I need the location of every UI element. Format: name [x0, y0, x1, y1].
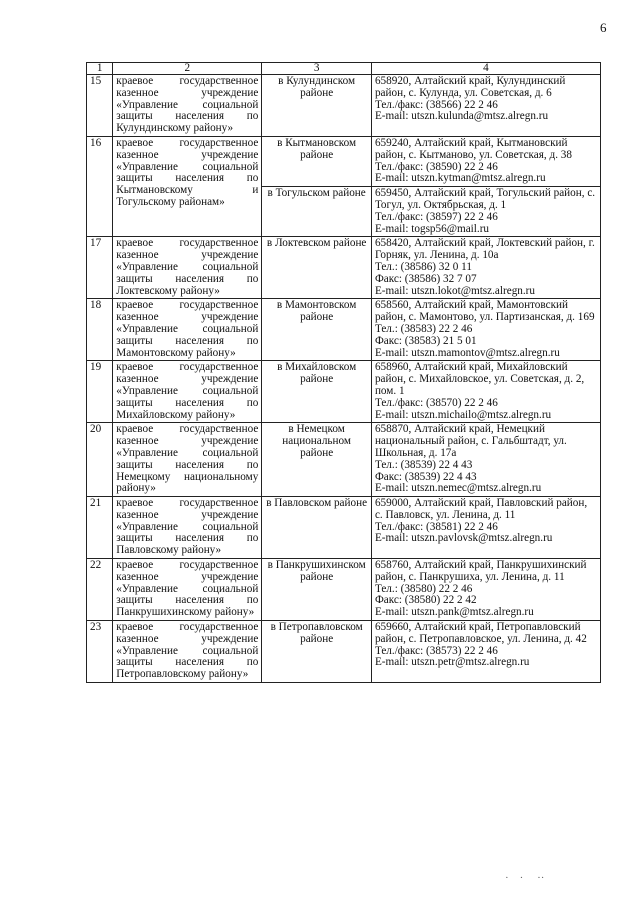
institution-name: краевое государственное казенное учреждение «Управление социальной защиты населения по Мамонтовскому району» — [113, 299, 262, 361]
contact-line: Тел./факс: (38566) 22 2 46 — [374, 98, 498, 111]
district-location: в Кулундинском районе — [262, 75, 372, 137]
contact-details — [371, 237, 600, 299]
table-header-row — [87, 63, 601, 75]
contact-line: 658560, Алтайский край, Мамонтовский район, с. Мамонтово, ул. Партизанская, д. 169 — [374, 299, 595, 324]
contact-line: Факс: (38583) 21 5 01 — [374, 334, 477, 347]
column-header: 1 — [87, 63, 113, 75]
contact-line: 659660, Алтайский край, Петропавловский район, с. Петропавловское, ул. Ленина, д. 42 — [374, 621, 587, 645]
contact-email: E-mail: utszn.lokot@mtsz.alregn.ru — [374, 284, 535, 297]
institutions-table — [86, 62, 601, 683]
contact-line: Факс: (38586) 32 7 07 — [374, 272, 477, 285]
row-number: 17 — [87, 237, 113, 299]
table-row — [87, 361, 601, 423]
table-row — [87, 136, 601, 186]
column-header: 3 — [262, 63, 372, 75]
contact-line: Тел.: (38586) 32 0 11 — [374, 260, 472, 273]
institution-name: краевое государственное казенное учреждение «Управление социальной защиты населения по Немецкому национальному району» — [113, 423, 262, 497]
table-row — [87, 299, 601, 361]
contact-details — [371, 187, 600, 237]
contact-email: E-mail: utszn.mamontov@mtsz.alregn.ru — [374, 346, 560, 359]
institutions-table-wrapper — [86, 62, 601, 683]
institution-name: краевое государственное казенное учреждение «Управление социальной защиты населения по Панкрушихинскому району» — [113, 559, 262, 621]
contact-details — [371, 423, 600, 497]
district-location: в Михайловском районе — [262, 361, 372, 423]
table-row — [87, 237, 601, 299]
table-row — [87, 559, 601, 621]
scan-marks: · · ·· — [505, 872, 545, 884]
contact-email: E-mail: utszn.nemec@mtsz.alregn.ru — [374, 482, 542, 495]
contact-line: 658920, Алтайский край, Кулундинский район, с. Кулунда, ул. Советская, д. 6 — [374, 75, 566, 99]
row-number: 20 — [87, 423, 113, 497]
contact-details — [371, 621, 600, 683]
district-location: в Мамонтовском районе — [262, 299, 372, 361]
institution-name: краевое государственное казенное учреждение «Управление социальной защиты населения по Кулундинскому району» — [113, 75, 262, 137]
district-location: в Кытмановском районе — [262, 136, 372, 186]
district-location: в Павловском районе — [262, 497, 372, 559]
institution-name: краевое государственное казенное учреждение «Управление социальной защиты населения по Локтевскому району» — [113, 237, 262, 299]
contact-line: Факс: (38580) 22 2 42 — [374, 594, 477, 607]
table-body — [87, 75, 601, 683]
row-number: 18 — [87, 299, 113, 361]
contact-line: 659000, Алтайский край, Павловский район, с. Павловск, ул. Ленина, д. 11 — [374, 497, 588, 521]
contact-details — [371, 136, 600, 186]
contact-details — [371, 75, 600, 137]
contact-line: Тел./факс: (38573) 22 2 46 — [374, 644, 498, 657]
district-location: в Локтевском районе — [262, 237, 372, 299]
contact-line: 659450, Алтайский край, Тогульский район, с. Тогул, ул. Октябрьская, д. 1 — [374, 187, 596, 211]
contact-line: Тел./факс: (38570) 22 2 46 — [374, 396, 498, 409]
contact-details — [371, 299, 600, 361]
contact-email: E-mail: utszn.pavlovsk@mtsz.alregn.ru — [374, 532, 553, 545]
row-number: 19 — [87, 361, 113, 423]
contact-line: 658960, Алтайский край, Михайловский район, с. Михайловское, ул. Советская, д. 2, пом. 1 — [374, 361, 585, 397]
institution-name: краевое государственное казенное учреждение «Управление социальной защиты населения по Петропавловскому району» — [113, 621, 262, 683]
contact-line: 659240, Алтайский край, Кытмановский район, с. Кытманово, ул. Советская, д. 38 — [374, 136, 572, 161]
contact-details — [371, 559, 600, 621]
column-header: 4 — [371, 63, 600, 75]
contact-line: Факс: (38539) 22 4 43 — [374, 470, 477, 483]
contact-email: E-mail: utszn.petr@mtsz.alregn.ru — [374, 656, 530, 669]
contact-line: Тел.: (38539) 22 4 43 — [374, 458, 473, 471]
contact-line: Тел./факс: (38581) 22 2 46 — [374, 520, 498, 533]
contact-email: E-mail: utszn.kytman@mtsz.alregn.ru — [374, 172, 546, 185]
table-row — [87, 621, 601, 683]
district-location: в Тогульском районе — [262, 187, 372, 237]
row-number: 23 — [87, 621, 113, 683]
table-row — [87, 423, 601, 497]
column-header: 2 — [113, 63, 262, 75]
page-number: 6 — [600, 20, 607, 35]
table-row — [87, 497, 601, 559]
row-number: 21 — [87, 497, 113, 559]
district-location: в Панкрушихинском районе — [262, 559, 372, 621]
contact-details — [371, 497, 600, 559]
contact-line: Тел./факс: (38597) 22 2 46 — [374, 210, 498, 223]
row-number: 16 — [87, 136, 113, 236]
contact-details — [371, 361, 600, 423]
contact-email: E-mail: utszn.michailo@mtsz.alregn.ru — [374, 408, 552, 421]
contact-line: 658760, Алтайский край, Панкрушихинский район, с. Панкрушиха, ул. Ленина, д. 11 — [374, 559, 587, 583]
row-number: 22 — [87, 559, 113, 621]
contact-line: 658870, Алтайский край, Немецкий национальный район, с. Гальбштадт, ул. Школьная, д. 17а — [374, 423, 567, 459]
institution-name: краевое государственное казенное учреждение «Управление социальной защиты населения по Михайловскому району» — [113, 361, 262, 423]
district-location: в Немецком национальном районе — [262, 423, 372, 497]
contact-email: E-mail: togsp56@mail.ru — [374, 222, 490, 235]
contact-line: Тел.: (38583) 22 2 46 — [374, 322, 473, 335]
row-number: 15 — [87, 75, 113, 137]
contact-email: E-mail: utszn.kulunda@mtsz.alregn.ru — [374, 110, 549, 123]
contact-email: E-mail: utszn.pank@mtsz.alregn.ru — [374, 606, 534, 619]
institution-name: краевое государственное казенное учреждение «Управление социальной защиты населения по Кытмановскому и Тогульскому районам» — [113, 136, 262, 236]
district-location: в Петропавловском районе — [262, 621, 372, 683]
institution-name: краевое государственное казенное учреждение «Управление социальной защиты населения по Павловскому району» — [113, 497, 262, 559]
contact-line: Тел.: (38580) 22 2 46 — [374, 582, 473, 595]
contact-line: 658420, Алтайский край, Локтевский район, г. Горняк, ул. Ленина, д. 10а — [374, 237, 595, 262]
table-row — [87, 75, 601, 137]
contact-line: Тел./факс: (38590) 22 2 46 — [374, 160, 498, 173]
